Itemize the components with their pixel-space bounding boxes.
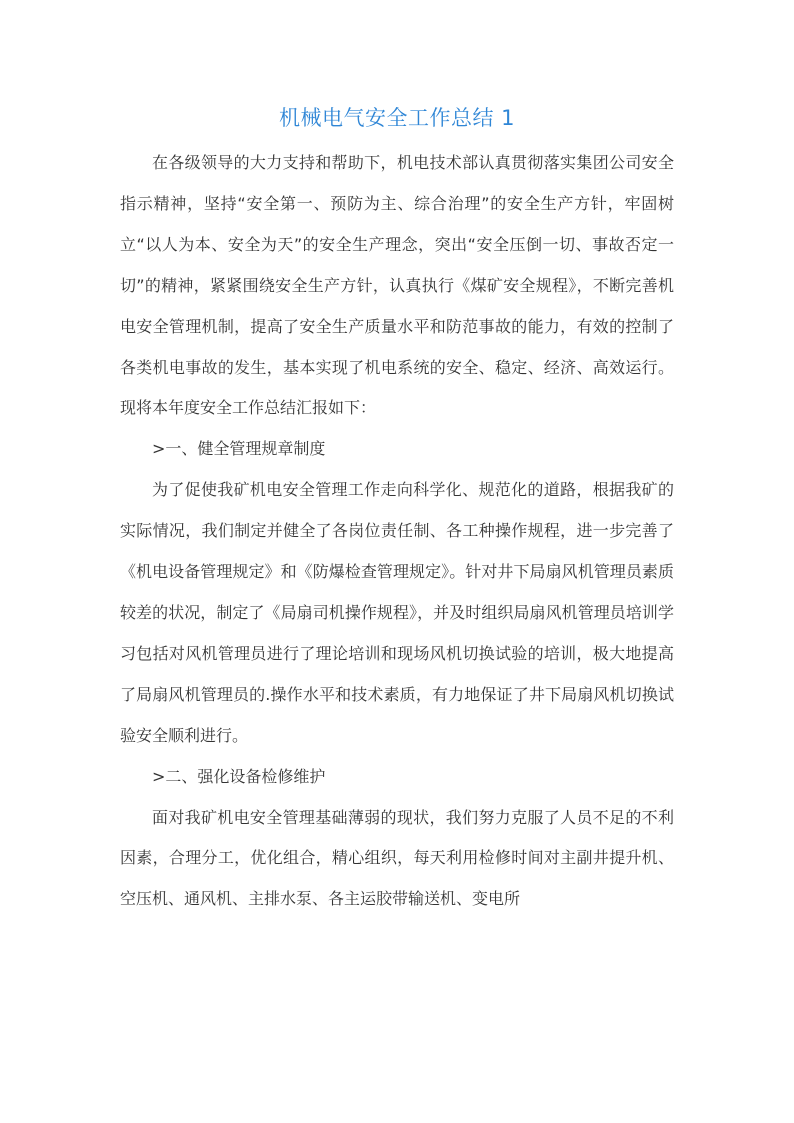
section-heading-1: >一、健全管理规章制度 <box>152 439 326 459</box>
paragraph-section-2: 面对我矿机电安全管理基础薄弱的现状，我们努力克服了人员不足的不利因素，合理分工，优化组合，精心组织，每天利用检修时间对主副井提升机、空压机、通风机、主排水泵、各主运胶带输送机、变电所 <box>120 807 674 909</box>
section-heading-2: >二、强化设备检修维护 <box>152 766 326 786</box>
paragraph-section-1: 为了促使我矿机电安全管理工作走向科学化、规范化的道路，根据我矿的实际情况，我们制定并健全了各岗位责任制、各工种操作规程，进一步完善了《机电设备管理规定》和《防爆检查管理规定》。针对井下局扇风机管理员素质较差的状况，制定了《局扇司机操作规程》，并及时组织局扇风机管理员培训学习包括对风机管理员进行了理论培训和现场风机切换试验的培训，极大地提高了局扇风机管理员的.操作水平和技术素质，有力地保证了井下局扇风机切换试验安全顺利进行。 <box>120 480 674 745</box>
document-title: 机械电气安全工作总结 1 <box>278 106 516 130</box>
paragraph-intro: 在各级领导的大力支持和帮助下，机电技术部认真贯彻落实集团公司安全指示精神，坚持“安全第一、预防为主、综合治理”的安全生产方针，牢固树立“以人为本、安全为天”的安全生产理念，突出“安全压倒一切、事故否定一切”的精神，紧紧围绕安全生产方针，认真执行《煤矿安全规程》，不断完善机电安全管理机制，提高了安全生产质量水平和防范事故的能力，有效的控制了各类机电事故的发生，基本实现了机电系统的安全、稳定、经济、高效运行。现将本年度安全工作总结汇报如下： <box>120 153 674 418</box>
document-body <box>120 143 674 920</box>
